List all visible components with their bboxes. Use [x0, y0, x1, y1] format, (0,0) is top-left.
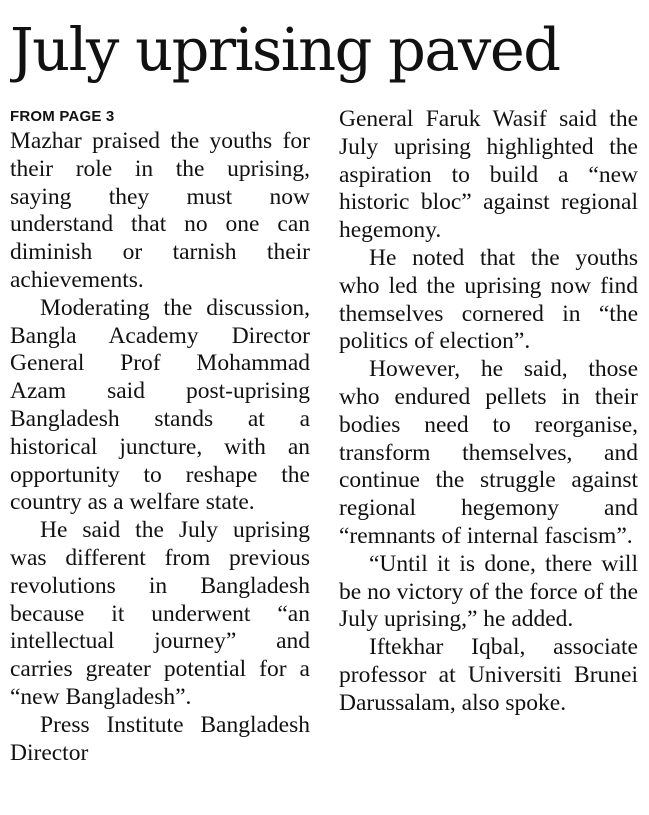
paragraph: However, he said, those who endured pellets in their bodies need to reorganise, transform themselves, and continue the struggle against regional hegemony and “remnants of internal fascism”.: [339, 356, 638, 549]
paragraph: Press Institute Bangladesh Director: [10, 711, 310, 766]
paragraph: Iftekhar Iqbal, associate professor at Universiti Brunei Darussalam, also spoke.: [339, 634, 638, 716]
headline: July uprising paved: [10, 15, 560, 84]
article-column-right: [339, 106, 638, 806]
paragraph: Mazhar praised the youths for their role in the uprising, saying they must now understand that no one can diminish or tarnish their achievements.: [10, 128, 310, 293]
paragraph: Moderating the discussion, Bangla Academy Director General Prof Mohammad Azam said post-uprising Bangladesh stands at a historical juncture, with an opportunity to reshape the country as a welfare state.: [10, 294, 310, 516]
article-column-left: [10, 106, 310, 806]
paragraph: He said the July uprising was different from previous revolutions in Bangladesh because it underwent “an intellectual journey” and carries greater potential for a “new Bangladesh”.: [10, 517, 310, 710]
paragraph: “Until it is done, there will be no victory of the force of the July uprising,” he added.: [339, 550, 638, 633]
continued-from-label: FROM PAGE 3: [10, 108, 115, 125]
paragraph: General Faruk Wasif said the July uprising highlighted the aspiration to build a “new historic bloc” against regional hegemony.: [339, 106, 638, 244]
paragraph: He noted that the youths who led the uprising now find themselves cornered in “the politics of election”.: [339, 244, 638, 355]
